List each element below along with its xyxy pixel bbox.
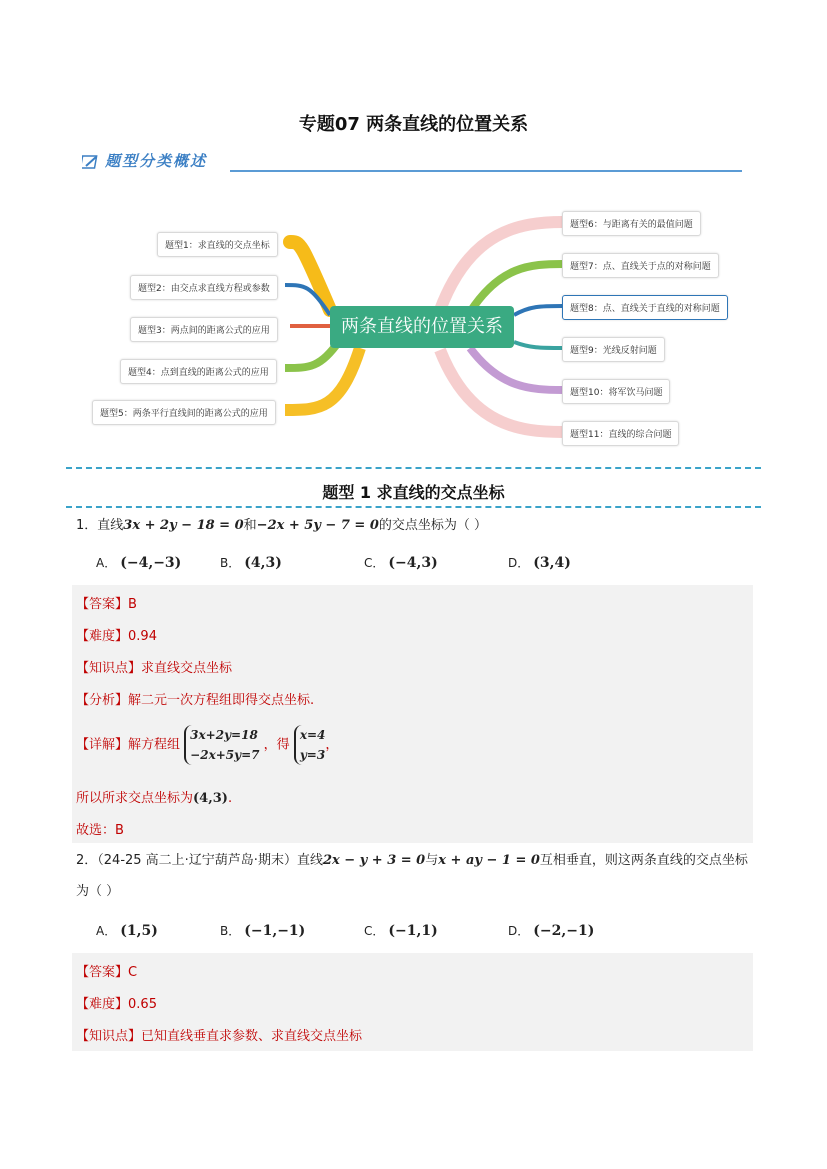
branch-10 — [470, 348, 563, 390]
q1-answer: 【答案】B — [76, 597, 137, 612]
q2-option-d[interactable]: D． (−2,−1) — [508, 923, 595, 939]
mindmap-node-type4: 题型4：点到直线的距离公式的应用 — [120, 359, 277, 384]
mindmap-center-node: 两条直线的位置关系 — [330, 306, 514, 348]
q1-analysis: 【分析】解二元一次方程组即得交点坐标. — [76, 693, 315, 708]
section-divider-bottom — [66, 506, 761, 508]
mindmap-node-type7: 题型7：点、直线关于点的对称问题 — [562, 253, 719, 278]
page-title: 专题07 两条直线的位置关系 — [298, 114, 529, 135]
equation-3: 2x − y + 3 = 0 — [322, 853, 426, 868]
question-2-stem: 2．（24-25 高二上·辽宁葫芦岛·期末）直线2x − y + 3 = 0与x + ay − 1 = 0互相垂直，则这两条直线的交点坐标 — [76, 853, 748, 868]
q1-difficulty: 【难度】0.94 — [76, 629, 157, 644]
q1-option-b[interactable]: B． (4,3) — [220, 555, 282, 571]
q2-option-c[interactable]: C． (−1,1) — [364, 923, 438, 939]
mindmap-node-type11: 题型11：直线的综合问题 — [562, 421, 679, 446]
section-divider-top — [66, 467, 761, 469]
branch-8 — [514, 306, 563, 315]
question-1-number: 1．直线 — [76, 518, 124, 533]
equation-1: 3x + 2y − 18 = 0 — [123, 518, 244, 533]
overview-label: 题型分类概述 — [105, 152, 208, 170]
mindmap-node-type6: 题型6：与距离有关的最值问题 — [562, 211, 701, 236]
q1-knowledge: 【知识点】求直线交点坐标 — [76, 661, 233, 676]
branch-9 — [514, 342, 563, 348]
q2-answer: 【答案】C — [76, 965, 138, 980]
question-2-stem-line2: 为（ ） — [76, 884, 120, 899]
pencil-icon — [82, 154, 100, 170]
equation-4: x + ay − 1 = 0 — [438, 853, 540, 868]
question-1-stem — [76, 516, 487, 536]
mindmap-node-type1: 题型1：求直线的交点坐标 — [157, 232, 278, 257]
equation-system-1: 3x+2y=18 −2x+5y=7 — [184, 725, 259, 765]
mindmap-node-type10: 题型10：将军饮马问题 — [562, 379, 670, 404]
q1-conclusion: 所以所求交点坐标为(4,3). — [76, 791, 233, 806]
q1-detail: 【详解】解方程组 3x+2y=18 −2x+5y=7 ，得 x=4 y=3， — [76, 725, 338, 765]
equation-system-2: x=4 y=3 — [294, 725, 326, 765]
q2-difficulty: 【难度】0.65 — [76, 997, 157, 1012]
mindmap-node-type2: 题型2：由交点求直线方程或参数 — [130, 275, 278, 300]
overview-header — [82, 150, 207, 171]
q1-option-d[interactable]: D． (3,4) — [508, 555, 571, 571]
overview-divider — [230, 170, 742, 172]
conjunction: 和 — [243, 518, 257, 533]
equation-2: −2x + 5y − 7 = 0 — [256, 518, 379, 533]
mindmap-node-type5: 题型5：两条平行直线间的距离公式的应用 — [92, 400, 276, 425]
q1-choice: 故选：B — [76, 823, 124, 838]
q2-option-a[interactable]: A． (1,5) — [96, 923, 158, 939]
q1-option-a[interactable]: A． (−4,−3) — [96, 555, 182, 571]
q2-knowledge: 【知识点】已知直线垂直求参数、求直线交点坐标 — [76, 1029, 363, 1044]
q1-option-c[interactable]: C． (−4,3) — [364, 555, 438, 571]
mindmap-node-type3: 题型3：两点间的距离公式的应用 — [130, 317, 278, 342]
mindmap-node-type8: 题型8：点、直线关于直线的对称问题 — [562, 295, 728, 320]
q2-option-b[interactable]: B． (−1,−1) — [220, 923, 306, 939]
question-1-tail: 的交点坐标为（ ） — [378, 518, 488, 533]
section-title: 题型 1 求直线的交点坐标 — [322, 483, 505, 502]
branch-1 — [290, 242, 330, 310]
mindmap-node-type9: 题型9：光线反射问题 — [562, 337, 665, 362]
